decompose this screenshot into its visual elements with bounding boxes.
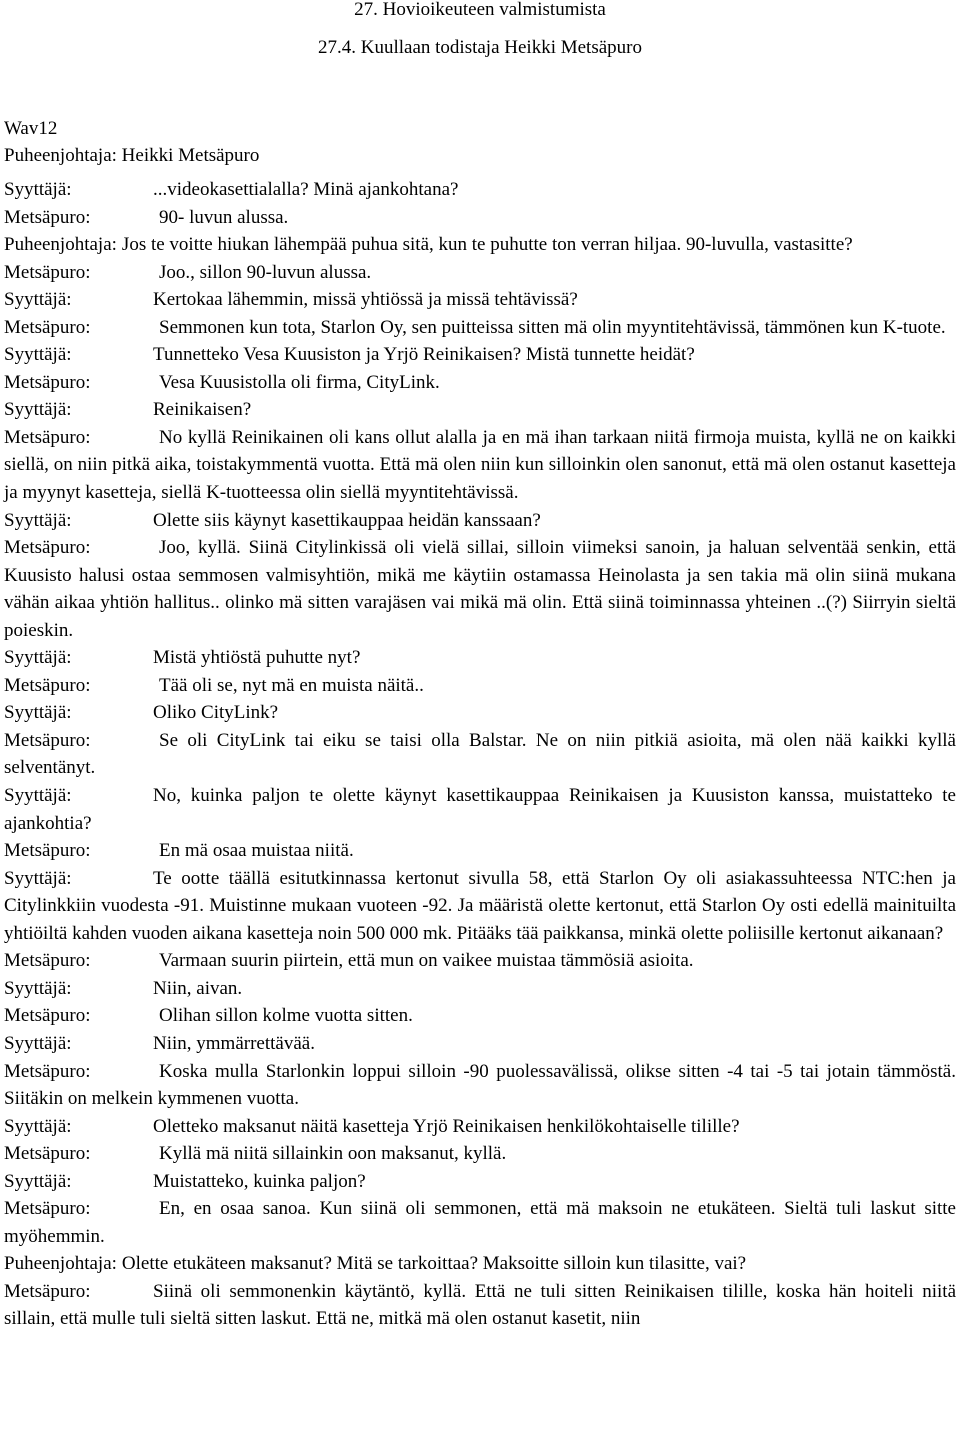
- transcript-turn: [4, 837, 956, 865]
- transcript-turn: [4, 396, 956, 424]
- speaker-label: Metsäpuro:: [4, 206, 91, 228]
- turn-text: Te ootte täällä esitutkinnassa kertonut sivulla 58, että Starlon Oy oli asiakassuhteessa NTC:hen ja Citylinkkiin vuodesta -91. Muistinne mukaan vuoteen -92. Ja määristä olette kertonut, että Starlon Oy osti edellä mainituilta yhtiöiltä kahden vuoden aikana kasetteja noin 500 000 mk. Pitääks tää paikkansa, minkä olette poliisille kertonut aikanaan?: [4, 867, 956, 944]
- speaker-label: Metsäpuro:: [4, 1280, 91, 1302]
- transcript-turn: [4, 314, 956, 342]
- chapter-heading: 27. Hovioikeuteen valmistumista: [354, 0, 606, 20]
- transcript-turn: [4, 424, 956, 507]
- transcript-turn: [4, 1195, 956, 1250]
- transcript-turn: [4, 341, 956, 369]
- speaker-label: Metsäpuro:: [4, 537, 91, 559]
- transcript-turn: [4, 231, 956, 259]
- speaker-label: Metsäpuro:: [4, 1143, 91, 1165]
- transcript-turn: [4, 1002, 956, 1030]
- turn-text: Olihan sillon kolme vuotta sitten.: [159, 1005, 413, 1027]
- transcript-turn: [4, 507, 956, 535]
- transcript-turn: [4, 975, 956, 1003]
- transcript-turn: [4, 534, 956, 644]
- turn-text: Muistatteko, kuinka paljon?: [153, 1170, 366, 1192]
- transcript-turn: [4, 865, 956, 948]
- transcript-turn: [4, 782, 956, 837]
- turn-text: Reinikaisen?: [153, 399, 252, 421]
- transcript-turn: [4, 259, 956, 287]
- transcript-turn: [4, 699, 956, 727]
- transcript-turn: [4, 1140, 956, 1168]
- transcript-turn: [4, 947, 956, 975]
- recording-label: Wav12: [4, 118, 58, 139]
- transcript-turn: [4, 1278, 956, 1333]
- transcript-turn: [4, 1250, 956, 1278]
- speaker-label: Puheenjohtaja:: [4, 234, 117, 256]
- turn-text: ...videokasettialalla? Minä ajankohtana?: [153, 179, 459, 200]
- turn-text: Joo, kyllä. Siinä Citylinkissä oli vielä sillai, silloin viimeksi sanoin, ja haluan selventää senkin, että Kuusisto halusi ostaa semmosen valmisyhtiön, mikä me käytiin ostamassa Heinolasta ja sen takia mä olin siinä mukana vähän aikaa yhtiön hallitus.. olinko mä sitten varajäsen vai mikä mä olin. Että siinä toiminnassa yhteinen ..(?) Siirryin sieltä poieskin.: [4, 537, 956, 641]
- speaker-label: Metsäpuro:: [4, 1198, 91, 1220]
- transcript-turn: [4, 1030, 956, 1058]
- chair-line: Puheenjohtaja: Heikki Metsäpuro: [4, 145, 260, 166]
- speaker-label: Metsäpuro:: [4, 1060, 91, 1082]
- turn-text: Olette siis käynyt kasettikauppaa heidän kanssaan?: [153, 509, 541, 531]
- turn-text: Vesa Kuusistolla oli firma, CityLink.: [159, 371, 440, 393]
- speaker-label: Metsäpuro:: [4, 674, 91, 696]
- transcript-turn: [4, 1058, 956, 1113]
- speaker-label: Syyttäjä:: [4, 179, 72, 200]
- turn-text: 90- luvun alussa.: [159, 206, 289, 228]
- speaker-label: Syyttäjä:: [4, 1170, 72, 1192]
- turn-text: Varmaan suurin piirtein, että mun on vaikee muistaa tämmösiä asioita.: [159, 950, 694, 972]
- turn-text: Olette etukäteen maksanut? Mitä se tarkoittaa? Maksoitte silloin kun tilasitte, vai?: [121, 1253, 747, 1275]
- turn-text: Tää oli se, nyt mä en muista näitä..: [159, 674, 424, 696]
- turn-text: Siinä oli semmonenkin käytäntö, kyllä. Että ne tuli sitten Reinikaisen tilille, koska hän hoiteli niitä sillain, että mulle tuli sieltä sitten laskut. Että ne, mitkä mä olen ostanut kasetit, niin: [4, 1280, 956, 1330]
- transcript-turn: [4, 286, 956, 314]
- turn-text: Jos te voitte hiukan lähempää puhua sitä, kun te puhutte ton verran hiljaa. 90-luvulla, vastasitte?: [121, 234, 853, 256]
- turn-text: Tunnetteko Vesa Kuusiston ja Yrjö Reinikaisen? Mistä tunnette heidät?: [153, 344, 695, 366]
- turn-text: Oletteko maksanut näitä kasetteja Yrjö Reinikaisen henkilökohtaiselle tilille?: [153, 1115, 740, 1137]
- speaker-label: Metsäpuro:: [4, 729, 91, 751]
- speaker-label: Metsäpuro:: [4, 840, 91, 862]
- speaker-label: Metsäpuro:: [4, 426, 91, 448]
- speaker-label: Metsäpuro:: [4, 316, 91, 338]
- turn-text: Se oli CityLink tai eiku se taisi olla Balstar. Ne on niin pitkiä asioita, mä olen nää kaikki kyllä selventänyt.: [4, 729, 956, 779]
- turn-text: Kyllä mä niitä sillainkin oon maksanut, kyllä.: [159, 1143, 507, 1165]
- turn-text: Niin, ymmärrettävää.: [153, 1032, 315, 1054]
- speaker-label: Syyttäjä:: [4, 702, 72, 724]
- speaker-label: Metsäpuro:: [4, 1005, 91, 1027]
- speaker-label: Syyttäjä:: [4, 344, 72, 366]
- transcript-turn: [4, 672, 956, 700]
- speaker-label: Syyttäjä:: [4, 1032, 72, 1054]
- turn-text: No kyllä Reinikainen oli kans ollut alalla ja en mä ihan tarkaan niitä firmoja muista, kyllä ne on kaikki siellä, on niin pitkä aika, toistakymmentä vuotta. Että mä olen niin kun silloinkin olen sanonut, että mä olen ostanut kasetteja ja myynyt kasetteja, siellä K-tuotteessa olin siellä myyntitehtävissä.: [4, 426, 956, 504]
- transcript-turn: [4, 204, 956, 232]
- speaker-label: Syyttäjä:: [4, 867, 72, 889]
- speaker-label: Syyttäjä:: [4, 647, 72, 669]
- transcript-turn: [4, 369, 956, 397]
- turn-text: Joo., sillon 90-luvun alussa.: [159, 261, 372, 283]
- speaker-label: Syyttäjä:: [4, 977, 72, 999]
- transcript: [4, 176, 956, 1333]
- speaker-label: Metsäpuro:: [4, 950, 91, 972]
- speaker-label: Syyttäjä:: [4, 509, 72, 531]
- speaker-label: Metsäpuro:: [4, 371, 91, 393]
- speaker-label: Syyttäjä:: [4, 399, 72, 421]
- speaker-label: Syyttäjä:: [4, 1115, 72, 1137]
- turn-text: Niin, aivan.: [153, 977, 243, 999]
- transcript-turn: [4, 644, 956, 672]
- transcript-turn: [4, 1113, 956, 1141]
- turn-text: Semmonen kun tota, Starlon Oy, sen puitteissa sitten mä olin myyntitehtävissä, tämmönen kun K-tuote.: [159, 316, 946, 338]
- section-heading: 27.4. Kuullaan todistaja Heikki Metsäpuro: [318, 37, 642, 58]
- turn-text: Kertokaa lähemmin, missä yhtiössä ja missä tehtävissä?: [153, 289, 578, 311]
- speaker-label: Puheenjohtaja:: [4, 1253, 117, 1275]
- turn-text: Mistä yhtiöstä puhutte nyt?: [153, 647, 361, 669]
- speaker-label: Metsäpuro:: [4, 261, 91, 283]
- turn-text: En, en osaa sanoa. Kun siinä oli semmonen, että mä maksoin ne etukäteen. Sieltä tuli laskut sitte myöhemmin.: [4, 1198, 956, 1247]
- turn-text: Oliko CityLink?: [153, 702, 279, 724]
- transcript-turn: [4, 1168, 956, 1196]
- turn-text: Koska mulla Starlonkin loppui silloin -90 puolessavälissä, olikse sitten -4 tai -5 tai jotain tämmöstä. Siitäkin on melkein kymmenen vuotta.: [4, 1060, 956, 1110]
- turn-text: No, kuinka paljon te olette käynyt kasettikauppaa Reinikaisen ja Kuusiston kanssa, muistatteko te ajankohtia?: [4, 785, 956, 834]
- transcript-turn: [4, 727, 956, 782]
- transcript-turn: [4, 176, 956, 204]
- speaker-label: Syyttäjä:: [4, 289, 72, 311]
- turn-text: En mä osaa muistaa niitä.: [159, 840, 354, 862]
- speaker-label: Syyttäjä:: [4, 785, 72, 807]
